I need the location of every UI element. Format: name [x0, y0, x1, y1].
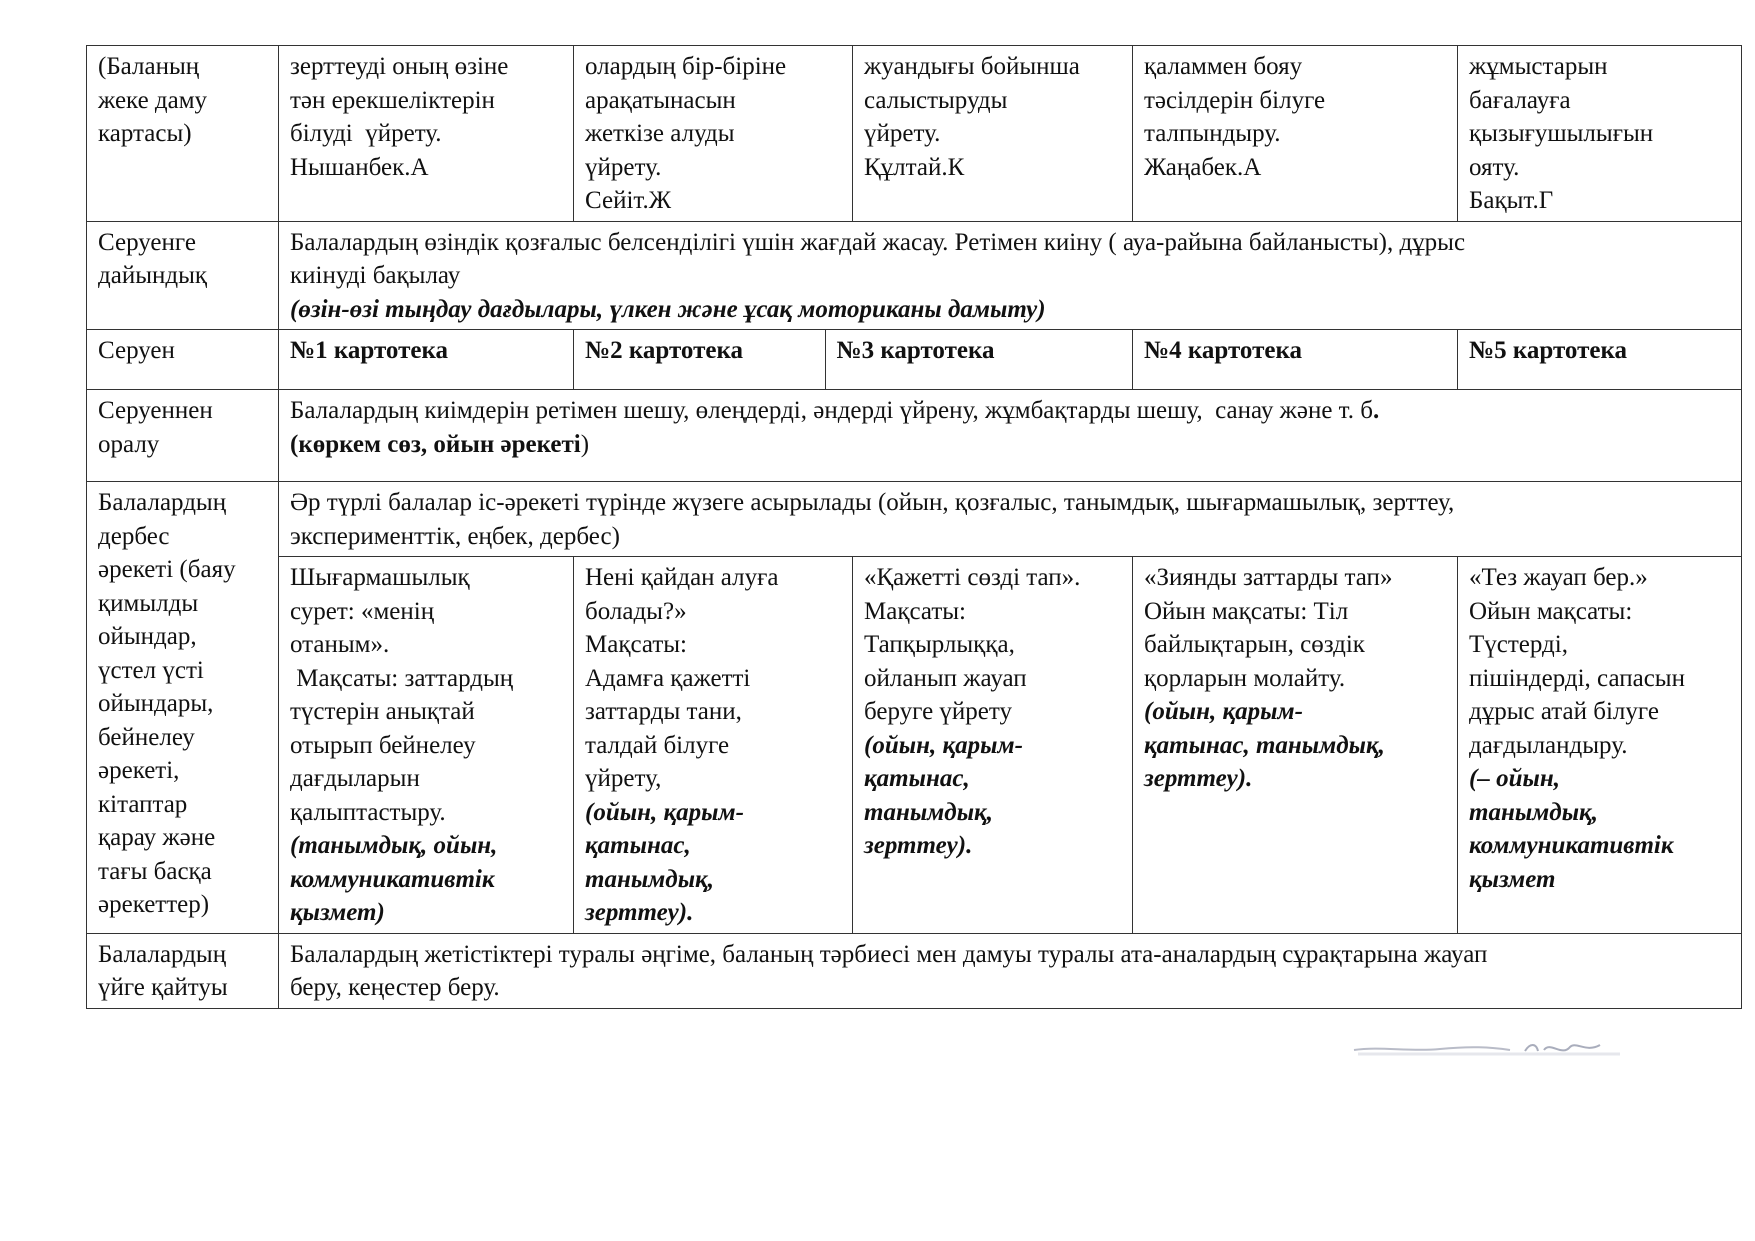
signature-mark — [1350, 1037, 1640, 1059]
card-file-3: №3 картотека — [836, 337, 995, 364]
day-cell-2: олардың бір-біріне арақатынасын жеткізе алуды үйрету. Сейіт.Ж — [574, 46, 853, 222]
row-label: Балалардың дербес әрекеті (баяу қимылды ойындар, үстел үсті ойындары, бейнелеу әрекеті, кітаптар қарау және тағы басқа әрекеттер) — [87, 482, 279, 934]
daily-plan-table — [86, 45, 1742, 1009]
row-return-from-walk — [87, 390, 1742, 482]
row-label: Серуеннен оралу — [87, 390, 279, 482]
row-content: Балалардың өзіндік қозғалыс белсенділігі үшін жағдай жасау. Ретімен киіну ( ауа-райына байланысты), дұрыс киінуді бақылау (өзін-өзі тыңдау дағдылары, үлкен және ұсақ моториканы дамыту) — [279, 221, 1742, 330]
card-file-5: №5 картотека — [1458, 330, 1742, 390]
row-walk — [87, 330, 1742, 390]
schedule-page — [86, 45, 1741, 1009]
card-file-2: №2 картотека — [574, 330, 825, 389]
row-content: Балалардың киімдерін ретімен шешу, өлеңдерді, әндерді үйрену, жұмбақтарды шешу, санау және т. б. (көркем сөз, ойын әрекеті) — [279, 390, 1742, 482]
row-label: (Баланың жеке даму картасы) — [87, 46, 279, 222]
row-independent-activity-games — [87, 557, 1742, 934]
card-file-4: №4 картотека — [1133, 330, 1458, 390]
row-content: Балалардың жетістіктері туралы әңгіме, баланың тәрбиесі мен дамуы туралы ата-аналардың сұрақтарына жауап беру, кеңестер беру. — [279, 933, 1742, 1008]
day-cell-3: жуандығы бойынша салыстыруды үйрету. Құлтай.К — [853, 46, 1133, 222]
game-cell-4: «Зиянды заттарды тап» Ойын мақсаты: Тіл байлықтарын, сөздік қорларын молайту. (ойын, қарым- қатынас, танымдық, зерттеу). — [1133, 557, 1458, 934]
card-file-1: №1 картотека — [279, 330, 574, 390]
card-file-2-3 — [574, 330, 1133, 390]
row-individual-card — [87, 46, 1742, 222]
row-going-home — [87, 933, 1742, 1008]
day-cell-4: қаламмен бояу тәсілдерін білуге талпындыру. Жаңабек.А — [1133, 46, 1458, 222]
game-cell-2: Нені қайдан алуға болады?» Мақсаты: Адамға қажетті заттарды тани, талдай білуге үйрету, (ойын, қарым- қатынас, танымдық, зерттеу). — [574, 557, 853, 934]
row-walk-preparation — [87, 221, 1742, 330]
row-label: Балалардың үйге қайтуы — [87, 933, 279, 1008]
row-label: Серуен — [87, 330, 279, 390]
row-label: Серуенге дайындық — [87, 221, 279, 330]
row-content: Әр түрлі балалар іс-әрекеті түрінде жүзеге асырылады (ойын, қозғалыс, танымдық, шығармашылық, зерттеу, эксперименттік, еңбек, дербес) — [279, 482, 1742, 557]
game-cell-3: «Қажетті сөзді тап». Мақсаты: Тапқырлыққа, ойланып жауап беруге үйрету (ойын, қарым- қатынас, танымдық, зерттеу). — [853, 557, 1133, 934]
day-cell-5: жұмыстарын бағалауға қызығушылығын ояту. Бақыт.Г — [1458, 46, 1742, 222]
game-cell-1: Шығармашылық сурет: «менің отаным». Мақсаты: заттардың түстерін анықтай отырып бейнелеу дағдыларын қалыптастыру. (танымдық, ойын, коммуникативтік қызмет) — [279, 557, 574, 934]
row-independent-activity-intro — [87, 482, 1742, 557]
game-cell-5: «Тез жауап бер.» Ойын мақсаты: Түстерді, пішіндерді, сапасын дұрыс атай білуге дағдыландыру. (– ойын, танымдық, коммуникативтік қызмет — [1458, 557, 1742, 934]
day-cell-1: зерттеуді оның өзіне тән ерекшеліктерін білуді үйрету. Нышанбек.А — [279, 46, 574, 222]
